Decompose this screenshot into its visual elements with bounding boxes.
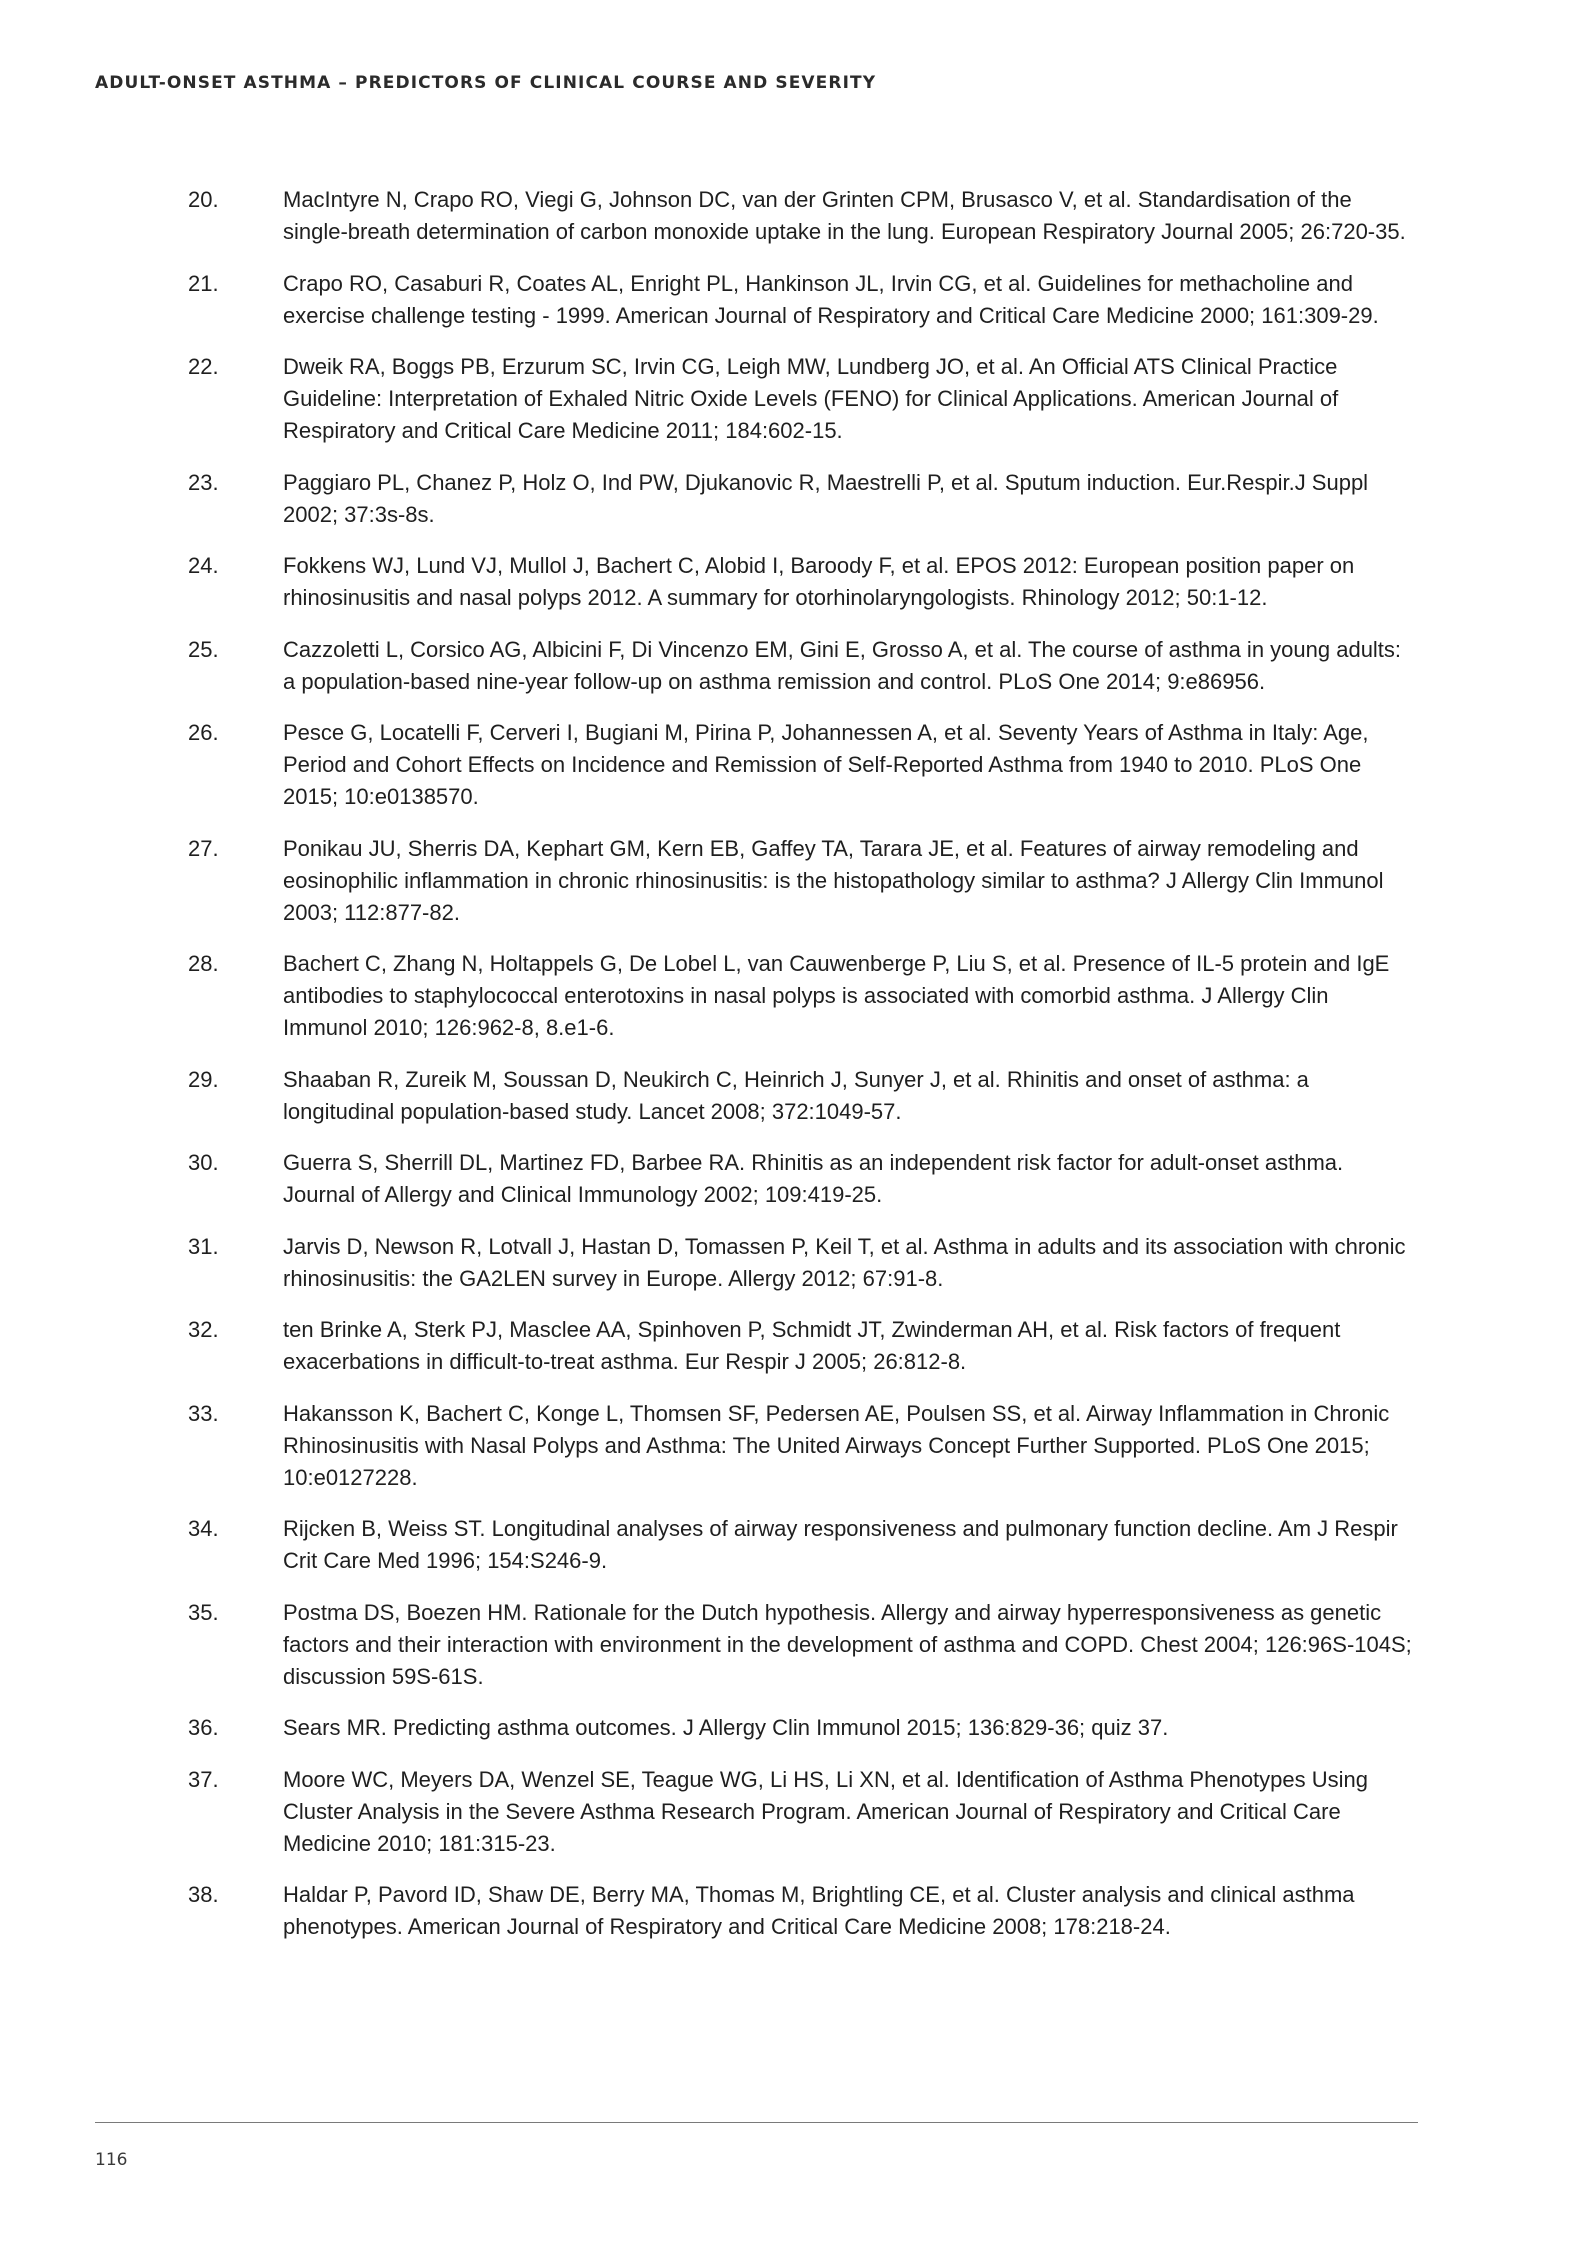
reference-item <box>188 1764 1418 1860</box>
reference-number: 23. <box>188 469 219 495</box>
reference-number: 38. <box>188 1882 219 1907</box>
reference-number: 24. <box>188 553 219 578</box>
reference-number: 34. <box>188 1516 219 1541</box>
reference-item <box>188 1398 1418 1494</box>
reference-item <box>188 833 1418 929</box>
reference-number: 31. <box>188 1233 219 1259</box>
reference-item <box>188 1231 1418 1295</box>
reference-text: Bachert C, Zhang N, Holtappels G, De Lobel L, van Cauwenberge P, Liu S, et al. Presence of IL-5 protein and IgE antibodies to staphylococcal enterotoxins in nasal polyps is associated with comorbid asthma. J Allergy Clin Immunol 2010; 126:962-8, 8.e1-6. <box>283 951 1390 1040</box>
reference-number: 35. <box>188 1599 219 1625</box>
page-number: 116 <box>95 2150 128 2170</box>
reference-number: 27. <box>188 835 219 861</box>
reference-item <box>188 1064 1418 1128</box>
reference-text: Jarvis D, Newson R, Lotvall J, Hastan D, Tomassen P, Keil T, et al. Asthma in adults and its association with chronic rhinosinusitis: the GA2LEN survey in Europe. Allergy 2012; 67:91-8. <box>283 1233 1406 1291</box>
reference-text: Pesce G, Locatelli F, Cerveri I, Bugiani M, Pirina P, Johannessen A, et al. Seventy Years of Asthma in Italy: Age, Period and Cohort Effects on Incidence and Remission of Self-Reported Asthma from 1940 to 2010. PLoS One 2015; 10:e0138570. <box>283 720 1369 809</box>
reference-item <box>188 717 1418 813</box>
reference-item <box>188 1879 1418 1943</box>
reference-number: 32. <box>188 1317 219 1342</box>
reference-text: Hakansson K, Bachert C, Konge L, Thomsen SF, Pedersen AE, Poulsen SS, et al. Airway Inflammation in Chronic Rhinosinusitis with Nasal Polyps and Asthma: The United Airways Concept Further Supported. PLoS One 2015; 10:e0127228. <box>283 1400 1390 1490</box>
reference-item <box>188 1597 1418 1693</box>
reference-number: 26. <box>188 720 219 745</box>
reference-number: 21. <box>188 270 219 296</box>
reference-number: 30. <box>188 1150 219 1175</box>
reference-list <box>188 184 1418 1963</box>
reference-item <box>188 1314 1418 1378</box>
reference-item <box>188 550 1418 614</box>
reference-number: 28. <box>188 951 219 976</box>
reference-item <box>188 1513 1418 1577</box>
reference-text: Postma DS, Boezen HM. Rationale for the Dutch hypothesis. Allergy and airway hyperresponsiveness as genetic factors and their interaction with environment in the development of asthma and COPD. Chest 2004; 126:96S-104S; discussion 59S-61S. <box>283 1599 1412 1689</box>
reference-text: Rijcken B, Weiss ST. Longitudinal analyses of airway responsiveness and pulmonary function decline. Am J Respir Crit Care Med 1996; 154:S246-9. <box>283 1516 1398 1573</box>
running-header: ADULT-ONSET ASTHMA – PREDICTORS OF CLINICAL COURSE AND SEVERITY <box>95 73 877 93</box>
reference-number: 37. <box>188 1766 219 1792</box>
footer-divider <box>95 2122 1418 2123</box>
reference-item <box>188 1147 1418 1211</box>
reference-item <box>188 268 1418 332</box>
reference-number: 22. <box>188 354 219 379</box>
reference-item <box>188 634 1418 698</box>
reference-text: Shaaban R, Zureik M, Soussan D, Neukirch C, Heinrich J, Sunyer J, et al. Rhinitis and onset of asthma: a longitudinal population-based study. Lancet 2008; 372:1049-57. <box>283 1066 1309 1124</box>
reference-item <box>188 351 1418 447</box>
reference-item <box>188 1712 1418 1744</box>
reference-text: Crapo RO, Casaburi R, Coates AL, Enright PL, Hankinson JL, Irvin CG, et al. Guidelines for methacholine and exercise challenge testing - 1999. American Journal of Respiratory and Critical Care Medicine 2000; 161:309-29. <box>283 270 1379 328</box>
reference-item <box>188 467 1418 531</box>
reference-text: MacIntyre N, Crapo RO, Viegi G, Johnson DC, van der Grinten CPM, Brusasco V, et al. Standardisation of the single-breath determination of carbon monoxide uptake in the lung. European Respiratory Journal 2005; 26:720-35. <box>283 187 1406 244</box>
reference-number: 25. <box>188 636 219 662</box>
reference-text: Guerra S, Sherrill DL, Martinez FD, Barbee RA. Rhinitis as an independent risk factor for adult-onset asthma. Journal of Allergy and Clinical Immunology 2002; 109:419-25. <box>283 1150 1344 1207</box>
reference-text: Sears MR. Predicting asthma outcomes. J Allergy Clin Immunol 2015; 136:829-36; quiz 37. <box>283 1715 1169 1740</box>
reference-text: Cazzoletti L, Corsico AG, Albicini F, Di Vincenzo EM, Gini E, Grosso A, et al. The course of asthma in young adults: a population-based nine-year follow-up on asthma remission and control. PLoS One 2014; 9:e86956. <box>283 636 1402 694</box>
reference-number: 36. <box>188 1715 219 1740</box>
reference-text: Moore WC, Meyers DA, Wenzel SE, Teague WG, Li HS, Li XN, et al. Identification of Asthma Phenotypes Using Cluster Analysis in the Severe Asthma Research Program. American Journal of Respiratory and Critical Care Medicine 2010; 181:315-23. <box>283 1766 1368 1856</box>
reference-text: Ponikau JU, Sherris DA, Kephart GM, Kern EB, Gaffey TA, Tarara JE, et al. Features of airway remodeling and eosinophilic inflammation in chronic rhinosinusitis: is the histopathology similar to asthma? J Allergy Clin Immunol 2003; 112:877-82. <box>283 835 1384 925</box>
reference-text: Haldar P, Pavord ID, Shaw DE, Berry MA, Thomas M, Brightling CE, et al. Cluster analysis and clinical asthma phenotypes. American Journal of Respiratory and Critical Care Medicine 2008; 178:218-24. <box>283 1882 1355 1939</box>
reference-text: ten Brinke A, Sterk PJ, Masclee AA, Spinhoven P, Schmidt JT, Zwinderman AH, et al. Risk factors of frequent exacerbations in difficult-to-treat asthma. Eur Respir J 2005; 26:812-8. <box>283 1317 1341 1374</box>
reference-number: 29. <box>188 1066 219 1092</box>
reference-text: Paggiaro PL, Chanez P, Holz O, Ind PW, Djukanovic R, Maestrelli P, et al. Sputum induction. Eur.Respir.J Suppl 2002; 37:3s-8s. <box>283 469 1369 527</box>
reference-text: Dweik RA, Boggs PB, Erzurum SC, Irvin CG, Leigh MW, Lundberg JO, et al. An Official ATS Clinical Practice Guideline: Interpretation of Exhaled Nitric Oxide Levels (FENO) for Clinical Applications. American Journal of Respiratory and Critical Care Medicine 2011; 184:602-15. <box>283 354 1339 443</box>
reference-number: 20. <box>188 187 219 212</box>
reference-text: Fokkens WJ, Lund VJ, Mullol J, Bachert C, Alobid I, Baroody F, et al. EPOS 2012: European position paper on rhinosinusitis and nasal polyps 2012. A summary for otorhinolaryngologists. Rhinology 2012; 50:1-12. <box>283 553 1355 610</box>
reference-number: 33. <box>188 1400 219 1426</box>
reference-item <box>188 184 1418 248</box>
reference-item <box>188 948 1418 1044</box>
